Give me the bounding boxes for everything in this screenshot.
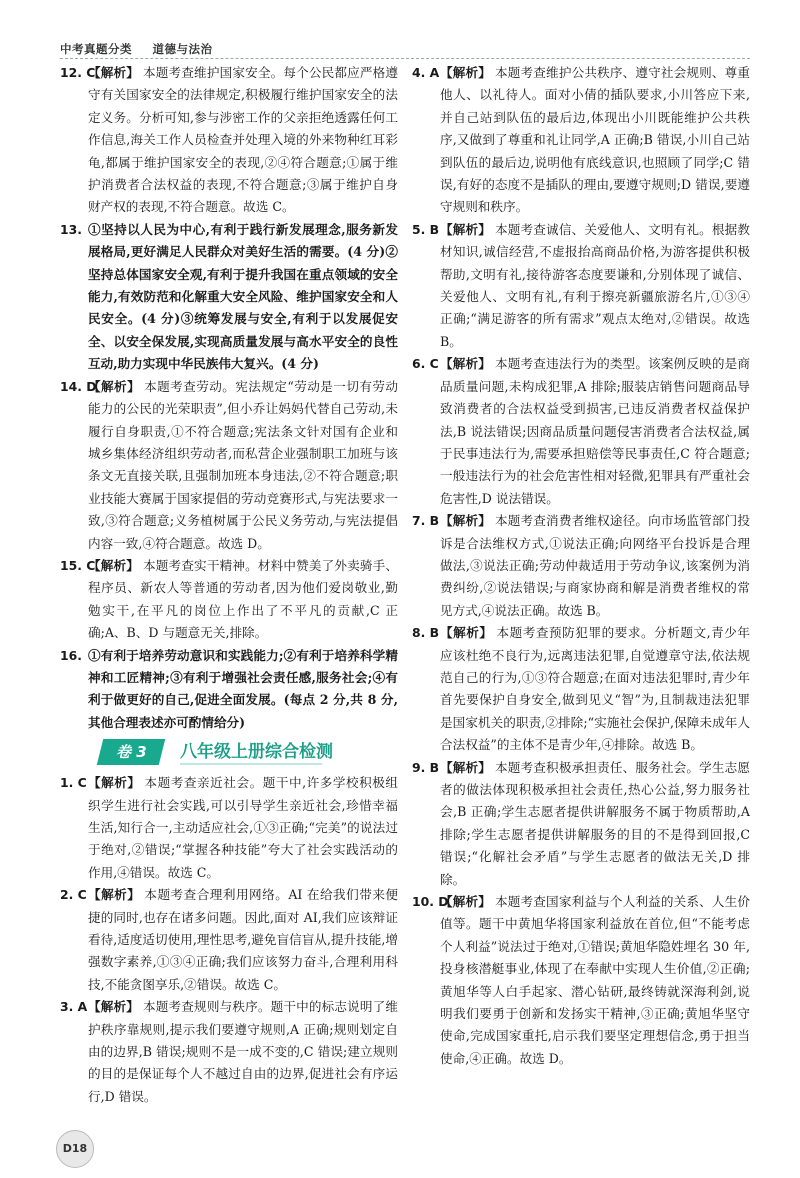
answer-number: 8. B (412, 625, 440, 641)
analysis-tag: 【解析】 (440, 759, 492, 775)
answer-number: 13. (60, 221, 82, 237)
answer-item (60, 772, 398, 884)
analysis-tag: 【解析】 (440, 894, 492, 910)
answer-number: 7. B (412, 513, 440, 529)
analysis-tag: 【解析】 (440, 625, 493, 641)
answer-item (412, 219, 750, 353)
answer-item (60, 62, 398, 219)
answer-item (60, 996, 398, 1108)
answer-text: 本题考查劳动。宪法规定“劳动是一切有劳动能力的公民的光荣职责”,但小乔让妈妈代替自己劳动,未履行自身职责,①不符合题意;宪法条文针对国有企业和城乡集体经济组织劳动者,而私营企业强制职工加班与该条文无直接关联,且强制加班本身违法,②不符合题意;职业技能大赛属于国家提倡的劳动竞赛形式,与宪法要求一致,③符合题意;义务植树属于公民义务劳动,与宪法提倡内容一致,④符合题意。故选 D。 (88, 378, 398, 551)
analysis-tag: 【解析】 (440, 513, 492, 529)
answer-number: 10. D (412, 894, 449, 910)
answer-text: 本题考查国家利益与个人利益的关系、人生价值等。题干中黄旭华将国家利益放在首位,但“不能考虑个人利益”说法过于绝对,①错误;黄旭华隐姓埋名 30 年,投身核潜艇事业,体现了在奉献中实现人生价值,②正确;黄旭华等人白手起家、潜心钻研,最终铸就深海利剑,说明我们要勇于创新和发扬实干精神,③正确;黄旭华坚守使命,完成国家重托,启示我们要坚定理想信念,勇于担当使命,④正确。故选 D。 (440, 894, 751, 1066)
answer-number: 16. (60, 647, 82, 663)
analysis-tag: 【解析】 (88, 378, 141, 394)
answer-text: 本题考查消费者维权途径。向市场监管部门投诉是合法维权方式,①说法正确;向网络平台投诉是合理做法,③说法正确;劳动仲裁适用于劳动争议,该案例为消费纠纷,②说法错误;与商家协商和解是消费者维权的常见方式,④说法正确。故选 B。 (440, 513, 751, 618)
answer-number: 3. A (60, 999, 88, 1015)
answer-number: 5. B (412, 221, 440, 237)
answer-text: 本题考查亲近社会。题干中,许多学校积极组织学生进行社会实践,可以引导学生亲近社会,珍惜幸福生活,知行合一,主动适应社会,①③正确;“完美”的说法过于绝对,②错误;“掌握各种技能”夸大了社会实践活动的作用,④错误。故选 C。 (88, 775, 398, 880)
analysis-tag: 【解析】 (88, 65, 140, 80)
section-badge: 卷 3 (97, 739, 165, 765)
answer-text: 本题考查积极承担责任、服务社会。学生志愿者的做法体现积极承担社会责任,热心公益,努力服务社会,B 正确;学生志愿者提供讲解服务不属于物质帮助,A 排除;学生志愿者提供讲解服务的目的不是得到回报,C 错误;“化解社会矛盾”与学生志愿者的做法无关,D 排除。 (440, 759, 751, 887)
answer-item (412, 510, 750, 622)
right-column (412, 62, 750, 1070)
answer-item (412, 622, 750, 756)
answer-text: 本题考查规则与秩序。题干中的标志说明了维护秩序靠规则,提示我们要遵守规则,A 正确;规则划定自由的边界,B 错误;规则不是一成不变的,C 错误;建立规则的目的是保证每个人不越过自由的边界,促进社会有序运行,D 错误。 (88, 999, 399, 1104)
answer-text: ①坚持以人民为中心,有利于践行新发展理念,服务新发展格局,更好满足人民群众对美好生活的需要。(4 分)②坚持总体国家安全观,有利于提升我国在重点领域的安全能力,有效防范和化解重大安全风险、维护国家安全和人民安全。(4 分)③统筹发展与安全,有利于以发展促安全、以安全保发展,实现高质量发展与高水平安全的良性互动,助力实现中华民族伟大复兴。(4 分) (88, 221, 398, 372)
analysis-tag: 【解析】 (88, 775, 141, 791)
answer-number: 6. C (412, 356, 439, 372)
page-number: D18 (56, 1130, 94, 1168)
answer-item (412, 62, 750, 219)
answer-item (60, 555, 398, 645)
answer-item (412, 757, 750, 891)
book-title: 中考真题分类 (60, 42, 132, 56)
section-underline (180, 763, 322, 765)
analysis-tag: 【解析】 (88, 887, 141, 903)
answer-item (412, 353, 750, 510)
answer-item (60, 884, 398, 996)
running-header (60, 41, 213, 57)
answer-number: 9. B (412, 759, 440, 775)
answer-text: 本题考查维护国家安全。每个公民都应严格遵守有关国家安全的法律规定,积极履行维护国家安全的法定义务。分析可知,参与涉密工作的父亲拒绝透露任何工作信息,海关工作人员检查并处理入境的外来物种红耳彩龟,都属于维护国家安全的表现,②④符合题意;①属于维护消费者合法权益的表现,不符合题意;③属于维护自身财产权的表现,不符合题意。故选 C。 (88, 65, 399, 215)
answers-right (412, 62, 750, 1070)
subject-title: 道德与法治 (152, 42, 213, 56)
answer-text: 本题考查诚信、关爱他人、文明有礼。根据教材知识,诚信经营,不虚报抬高商品价格,为游客提供积极帮助,文明有礼,接待游客态度要谦和,分别体现了诚信、关爱他人、文明有礼,有利于擦亮新疆旅游名片,①③④正确;“满足游客的所有需求”观点太绝对,②错误。故选 B。 (440, 221, 751, 349)
answer-number: 14. D (60, 378, 97, 394)
header-rule (60, 58, 750, 59)
answer-number: 1. C (60, 775, 87, 791)
answer-number: 4. A (412, 65, 440, 80)
answer-text: 本题考查维护公共秩序、遵守社会规则、尊重他人、以礼待人。面对小倩的插队要求,小川答应下来,并自己站到队伍的最后边,体现出小川既能维护公共秩序,又做到了尊重和礼让同学,A 正确;B 错误,小川自己站到队伍的最后边,说明他有底线意识,也照顾了同学;C 错误,有好的态度不是插队的理由,要遵守规则;D 错误,要遵守规则和秩序。 (440, 65, 751, 215)
answer-number: 15. C (60, 557, 96, 573)
answer-item (412, 891, 750, 1070)
answer-text: ①有利于培养劳动意识和实践能力;②有利于培养科学精神和工匠精神;③有利于增强社会责任感,服务社会;④有利于做更好的自己,促进全面发展。(每点 2 分,共 8 分,其他合理表述亦可酌情给分) (88, 647, 398, 730)
section-title: 八年级上册综合检测 (180, 742, 333, 763)
left-column (60, 62, 398, 1108)
answer-text: 本题考查合理利用网络。AI 在给我们带来便捷的同时,也存在诸多问题。因此,面对 AI,我们应该辩证看待,适度适切使用,理性思考,避免盲信盲从,提升技能,增强数字素养,①③④正确;我们应该努力奋斗,合理利用科技,不能贪图享乐,②错误。故选 C。 (88, 887, 399, 992)
analysis-tag: 【解析】 (88, 557, 140, 573)
answer-item (60, 376, 398, 555)
analysis-tag: 【解析】 (440, 356, 492, 372)
answer-item (60, 219, 398, 376)
answer-number: 2. C (60, 887, 87, 903)
answer-item (60, 645, 398, 735)
answer-text: 本题考查预防犯罪的要求。分析题文,青少年应该杜绝不良行为,远离违法犯罪,自觉遵章守法,依法规范自己的行为,①③符合题意;在面对违法犯罪时,青少年首先要保护自身安全,做到见义“智”为,且制裁违法犯罪是国家机关的职责,②排除;“实施社会保护,保障未成年人合法权益”的主体不是青少年,④排除。故选 B。 (440, 625, 750, 753)
answer-text: 本题考查实干精神。材料中赞美了外卖骑手、程序员、新农人等普通的劳动者,因为他们爱岗敬业,勤勉实干,在平凡的岗位上作出了不平凡的贡献,C 正确;A、B、D 与题意无关,排除。 (88, 557, 399, 641)
answer-text: 本题考查违法行为的类型。该案例反映的是商品质量问题,未构成犯罪,A 排除;服装店销售问题商品导致消费者的合法权益受到损害,已违反消费者权益保护法,B 说法错误;因商品质量问题侵害消费者合法权益,属于民事违法行为,需要承担赔偿等民事责任,C 符合题意;一般违法行为的社会危害性相对轻微,犯罪具有严重社会危害性,D 说法错误。 (440, 356, 751, 506)
answers-before-section (60, 62, 398, 734)
answer-number: 12. C (60, 65, 96, 80)
answers-after-section (60, 772, 398, 1108)
analysis-tag: 【解析】 (440, 65, 492, 80)
analysis-tag: 【解析】 (88, 999, 140, 1015)
section-heading (100, 737, 398, 767)
analysis-tag: 【解析】 (440, 221, 492, 237)
